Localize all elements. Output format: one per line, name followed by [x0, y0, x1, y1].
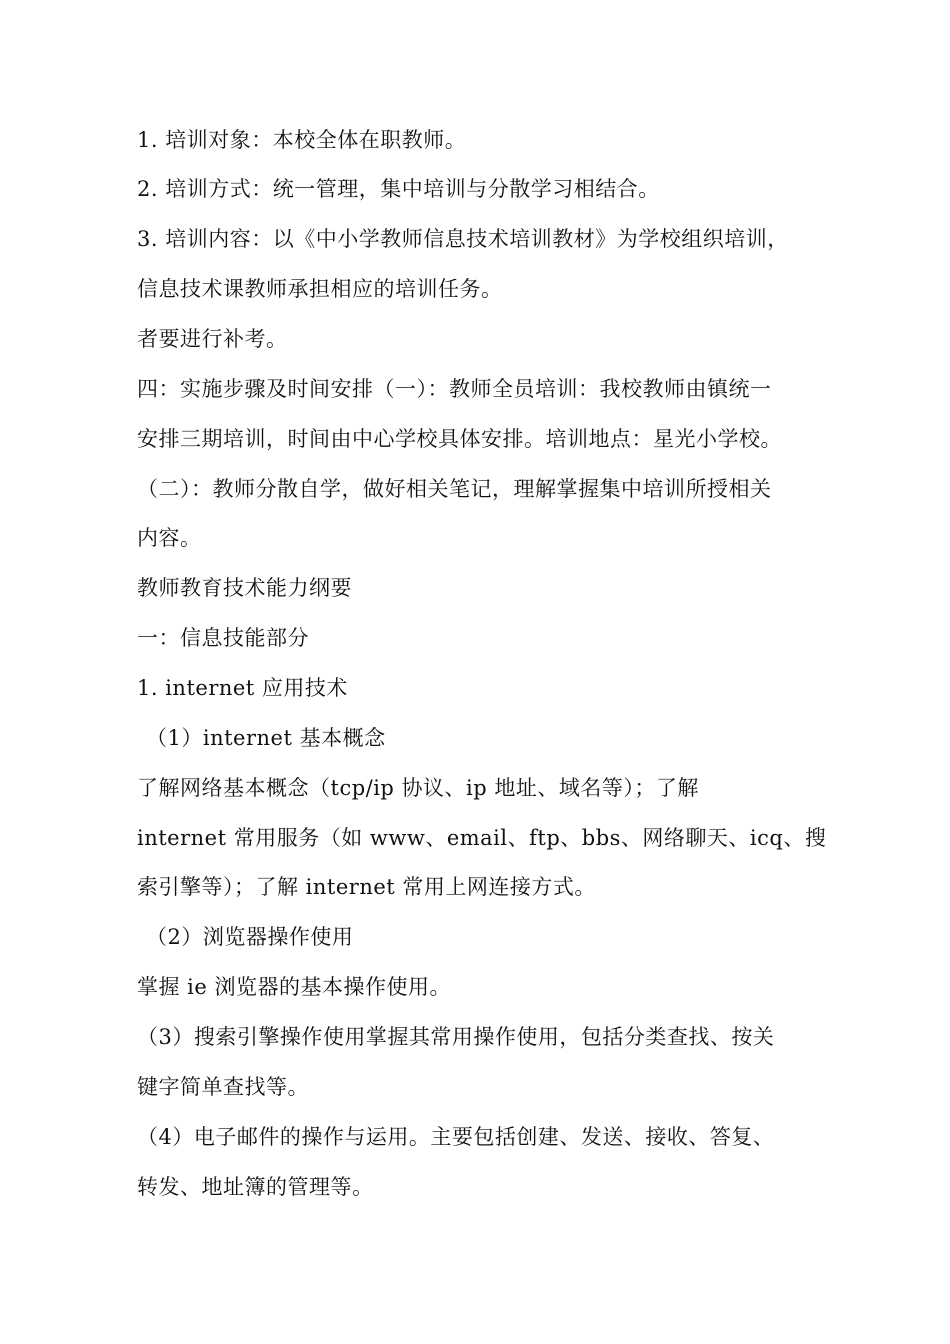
text-line-search-engine-cont: 键字简单查找等。	[137, 1075, 309, 1099]
text-line-self-study: （二）：教师分散自学，做好相关笔记，理解掌握集中培训所授相关	[137, 477, 772, 501]
item-email: （4）电子邮件的操作与运用。主要包括创建、发送、接收、答复、	[137, 1125, 775, 1149]
text-line-implementation-steps-cont: 安排三期培训，时间由中心学校具体安排。培训地点：星光小学校。	[137, 427, 782, 451]
text-line-training-content-cont: 信息技术课教师承担相应的培训任务。	[137, 277, 503, 301]
text-line-self-study-cont: 内容。	[137, 526, 202, 550]
text-line-network-concepts: 了解网络基本概念（tcp/ip 协议、ip 地址、域名等）；了解	[137, 776, 699, 800]
text-line-training-content: 3. 培训内容：以《中小学教师信息技术培训教材》为学校组织培训，	[137, 227, 789, 251]
item-browser-usage: （2）浏览器操作使用	[146, 925, 354, 949]
section-heading-info-skills: 一：信息技能部分	[137, 626, 309, 650]
section-heading-ability-outline: 教师教育技术能力纲要	[137, 576, 352, 600]
text-line-ie-browser: 掌握 ie 浏览器的基本操作使用。	[137, 975, 451, 999]
item-search-engine: （3）搜索引擎操作使用掌握其常用操作使用，包括分类查找、按关	[137, 1025, 775, 1049]
text-line-training-target: 1. 培训对象：本校全体在职教师。	[137, 128, 467, 152]
text-line-internet-services: internet 常用服务（如 www、email、ftp、bbs、网络聊天、icq、搜	[137, 826, 827, 850]
text-line-email-cont: 转发、地址簿的管理等。	[137, 1175, 374, 1199]
subheading-internet-tech: 1. internet 应用技术	[137, 676, 348, 700]
text-line-connection-methods: 索引擎等）；了解 internet 常用上网连接方式。	[137, 875, 596, 899]
text-line-training-method: 2. 培训方式：统一管理，集中培训与分散学习相结合。	[137, 177, 660, 201]
text-line-makeup-exam: 者要进行补考。	[137, 327, 288, 351]
text-line-implementation-steps: 四：实施步骤及时间安排（一）：教师全员培训：我校教师由镇统一	[137, 377, 772, 401]
item-internet-basics: （1）internet 基本概念	[146, 726, 386, 750]
